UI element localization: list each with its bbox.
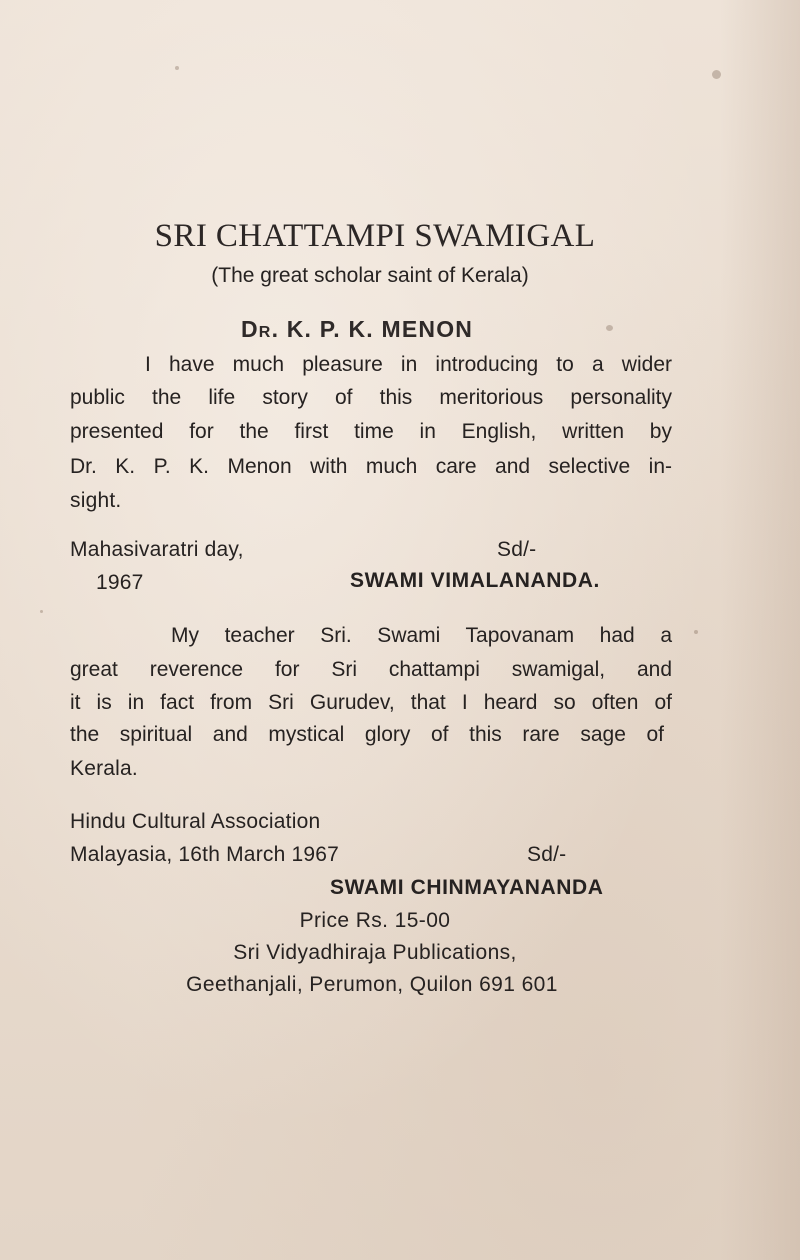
foreword1-year: 1967: [96, 571, 144, 594]
foreword2-line-2: great reverence for Sri chattampi swamigal, and: [70, 658, 672, 681]
foreword2-sd: Sd/-: [527, 843, 567, 866]
foreword1-sd: Sd/-: [497, 538, 537, 561]
paper-speck: [40, 610, 43, 613]
price: Price Rs. 15-00: [299, 909, 451, 932]
publisher: Sri Vidyadhiraja Publications,: [233, 941, 517, 964]
foreword2-line-4: the spiritual and mystical glory of this rare sage of: [70, 723, 664, 746]
foreword1-line-1: I have much pleasure in introducing to a wider: [145, 353, 672, 376]
foreword2-line-3: it is in fact from Sri Gurudev, that I heard so often of: [70, 691, 672, 714]
paper-speck: [175, 66, 179, 70]
foreword1-signatory: SWAMI VIMALANANDA.: [350, 569, 600, 592]
paper-speck: [712, 70, 721, 79]
foreword2-place-date: Malayasia, 16th March 1967: [70, 843, 340, 866]
foreword1-occasion: Mahasivaratri day,: [70, 538, 244, 561]
paper-speck: [694, 630, 698, 634]
publisher-address: Geethanjali, Perumon, Quilon 691 601: [186, 973, 558, 996]
page-edge-shading: [720, 0, 800, 1260]
book-title: SRI CHATTAMPI SWAMIGAL: [154, 218, 596, 254]
foreword1-line-3: presented for the first time in English, written by: [70, 420, 672, 443]
foreword1-line-5: sight.: [70, 489, 122, 512]
foreword2-line-1: My teacher Sri. Swami Tapovanam had a: [171, 624, 672, 647]
book-subtitle: (The great scholar saint of Kerala): [211, 264, 529, 287]
paper-speck: [606, 325, 613, 331]
foreword2-organisation: Hindu Cultural Association: [70, 810, 321, 833]
author-name: Dr. K. P. K. MENON: [241, 316, 474, 342]
foreword1-line-2: public the life story of this meritorious personality: [70, 386, 672, 409]
foreword1-line-4: Dr. K. P. K. Menon with much care and selective in-: [70, 455, 672, 478]
foreword2-signatory: SWAMI CHINMAYANANDA: [330, 876, 604, 899]
foreword2-line-5: Kerala.: [70, 757, 138, 780]
